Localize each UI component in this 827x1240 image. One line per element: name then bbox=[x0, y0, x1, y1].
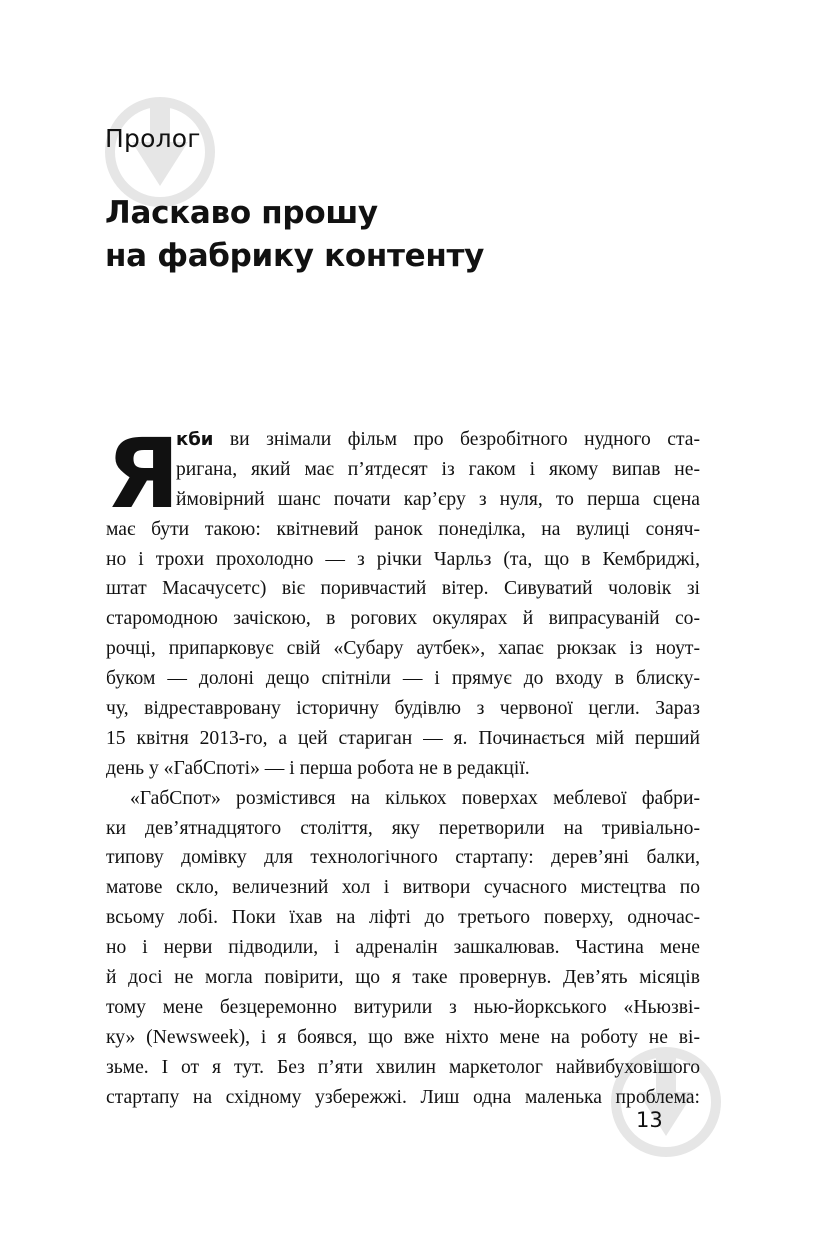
text-line-content: ви знімали фільм про безробітного нудного ста- bbox=[213, 429, 700, 450]
lead-word: кби bbox=[176, 429, 214, 450]
text-line: 15 квітня 2013-го, а цей стариган — я. Починається мій перший bbox=[106, 727, 700, 749]
text-line: матове скло, величезний хол і витвори сучасного мистецтва по bbox=[106, 877, 700, 899]
text-line: ки дев’ятнадцятого століття, яку перетворили на тривіально- bbox=[106, 817, 700, 839]
text-line: буком — долоні дещо спітніли — і прямує до входу в блиску- bbox=[106, 668, 700, 690]
text-line: ригана, який має п’ятдесят із гаком і якому випав не- bbox=[176, 458, 700, 480]
body-text bbox=[106, 418, 700, 1112]
chapter-title bbox=[105, 192, 484, 278]
text-line: старомодною зачіскою, в рогових окулярах й випрасуваній со- bbox=[106, 608, 700, 630]
text-line: стартапу на східному узбережжі. Лиш одна маленька проблема: bbox=[106, 1086, 700, 1108]
text-line: типову домівку для технологічного стартапу: дерев’яні балки, bbox=[106, 847, 700, 869]
page-number: 13 bbox=[636, 1108, 663, 1132]
chapter-label: Пролог bbox=[105, 124, 201, 153]
text-line: день у «ГабСпоті» — і перша робота не в редакції. bbox=[106, 757, 530, 779]
text-line: зьме. І от я тут. Без п’яти хвилин маркетолог найвибуховішого bbox=[106, 1056, 700, 1078]
text-line: но і трохи прохолодно — з річки Чарльз (та, що в Кембриджі, bbox=[106, 548, 700, 570]
text-line: має бути такою: квітневий ранок понеділка, на вулиці соняч- bbox=[106, 518, 700, 540]
text-line: ку» (Newsweek), і я боявся, що вже ніхто мене на роботу не ві- bbox=[106, 1026, 700, 1048]
text-line: тому мене безцеремонно витурили з нью-йоркського «Ньюзві- bbox=[106, 996, 700, 1018]
text-line: «ГабСпот» розмістився на кількох поверхах меблевої фабри- bbox=[130, 787, 700, 809]
chapter-title-line: Ласкаво прошу bbox=[105, 195, 378, 231]
text-line: й досі не могла повірити, що я таке провернув. Дев’ять місяців bbox=[106, 967, 700, 989]
text-line: ймовірний шанс почати кар’єру з нуля, то перша сцена bbox=[176, 488, 700, 510]
text-line: рочці, припарковує свій «Субару аутбек», хапає рюкзак із ноут- bbox=[106, 638, 700, 660]
chapter-title-line: на фабрику контенту bbox=[105, 238, 485, 274]
text-line: всьому лобі. Поки їхав на ліфті до третього поверху, одночас- bbox=[106, 907, 700, 929]
text-line: но і нерви підводили, і адреналін зашкалював. Частина мене bbox=[106, 937, 700, 959]
drop-cap: Я bbox=[106, 418, 180, 530]
text-line bbox=[106, 425, 700, 455]
text-line: штат Масачусетс) віє поривчастий вітер. Сивуватий чоловік зі bbox=[106, 578, 700, 600]
text-line: чу, відреставровану історичну будівлю з червоної цегли. Зараз bbox=[106, 698, 700, 720]
